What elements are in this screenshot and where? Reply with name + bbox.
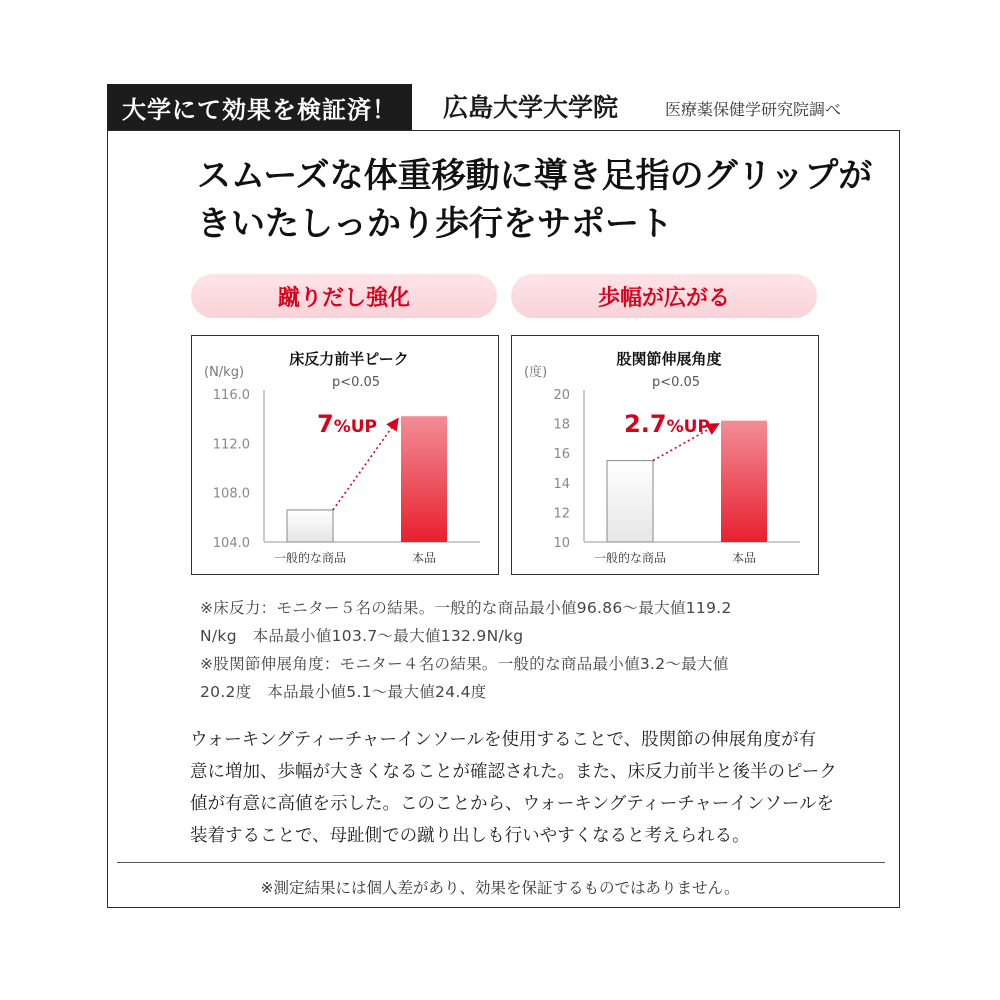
disclaimer: ※測定結果には個人差があり、効果を保証するものではありません。 [260,879,740,897]
bar-product [401,416,447,542]
chart-hip-extension-svg [512,336,820,576]
y-tick-label: 14 [553,476,570,492]
chart-title: 股関節伸展角度 [616,350,722,368]
increase-unit: %UP [666,417,710,437]
note-line: ※股関節伸展角度：モニター４名の結果。一般的な商品最小値3.2～最大値 [200,655,729,673]
y-axis-unit: (N/kg) [204,365,245,380]
footer-divider [117,862,885,863]
chart-subtitle: p<0.05 [651,375,701,390]
note-line: N/kg 本品最小値103.7～最大値132.9N/kg [200,627,524,645]
increase-label [624,410,710,438]
y-axis-unit: (度) [524,365,548,380]
chart-subtitle: p<0.05 [331,375,381,390]
chart-title: 床反力前半ピーク [289,350,409,368]
y-tick-label: 12 [553,506,570,522]
y-tick-label: 104.0 [212,536,250,551]
bar-product [721,421,767,542]
chart-floor-reaction [191,335,499,575]
description-line: 意に増加、歩幅が大きくなることが確認された。また、床反力前半と後半のピーク [190,762,837,782]
note-line: 20.2度 本品最小値5.1～最大値24.4度 [200,683,487,701]
y-tick-label: 18 [553,417,570,433]
headline-line-1: スムーズな体重移動に導き足指のグリップが [197,156,873,196]
increase-unit: %UP [333,417,377,437]
headline [197,152,897,248]
y-tick-label: 108.0 [212,486,250,502]
description-line: 装着することで、母趾側での蹴り出しも行いやすくなると考えられる。 [190,826,750,846]
increase-label [317,410,377,438]
description-line: 値が有意に高値を示した。このことから、ウォーキングティーチャーインソールを [190,794,834,814]
description-line: ウォーキングティーチャーインソールを使用することで、股関節の伸展角度が有 [190,730,817,750]
increase-value: 7 [317,410,334,438]
x-tick-label: 一般的な商品 [593,551,667,565]
bar-generic [287,510,333,542]
university-name: 広島大学大学院 [443,93,619,122]
measurement-notes [200,594,840,706]
x-tick-label: 本品 [411,551,437,565]
verified-badge: 大学にて効果を検証済！ [107,84,412,130]
increase-value: 2.7 [624,410,667,438]
y-tick-label: 16 [553,447,570,463]
y-tick-label: 10 [553,536,570,551]
chart-floor-reaction-svg [192,336,500,576]
y-tick-label: 20 [553,388,570,403]
department-name: 医療薬保健学研究院調べ [665,100,842,119]
y-tick-label: 112.0 [212,437,250,453]
description-paragraph [190,724,840,852]
x-tick-label: 一般的な商品 [273,551,347,565]
y-tick-label: 116.0 [212,388,250,403]
pill-stride-length: 歩幅が広がる [511,274,817,318]
headline-line-2: きいたしっかり歩行をサポート [197,204,673,244]
pill-kick-strength: 蹴りだし強化 [191,274,497,318]
x-tick-label: 本品 [731,551,757,565]
bar-generic [607,461,653,542]
chart-hip-extension [511,335,819,575]
note-line: ※床反力：モニター５名の結果。一般的な商品最小値96.86～最大値119.2 [200,599,732,617]
